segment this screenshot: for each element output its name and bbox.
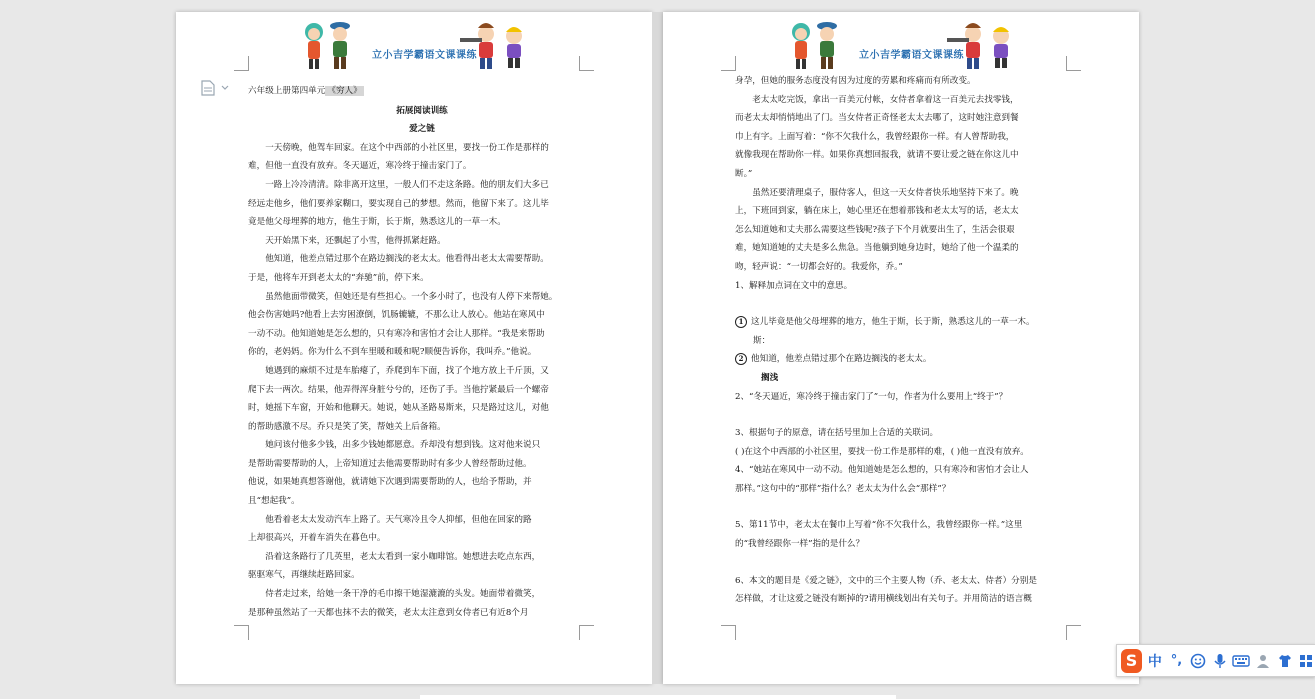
question-4-cont: 那样。”这句中的“那样”指什么？老太太为什么会“那样”？: [735, 483, 951, 494]
sogou-logo-icon[interactable]: S: [1121, 649, 1142, 673]
answer-space[interactable]: [735, 295, 1081, 313]
paragraph-line: 经远走他乡，他们要养家糊口，要实现自己的梦想。然而，他留下来了。这儿毕: [248, 198, 549, 209]
ime-mode-toggle[interactable]: 中: [1147, 653, 1162, 670]
question-6: 6、本文的题目是《爱之链》，文中的三个主要人物（乔、老太太、侍者）分别是: [735, 575, 1037, 586]
paragraph-line: 一路上冷冷清清。除非离开这里，一般人们不走这条路。他的朋友们大多已: [265, 179, 549, 190]
margin-mark-bottom-left: [721, 625, 736, 640]
paragraph-line: 他会伤害她吗?他看上去穷困潦倒，饥肠辘辘，不那么让人放心。他站在寒风中: [248, 310, 545, 321]
paragraph-line: 一动不动。他知道她是怎么想的，只有寒冷和害怕才会让人那样。“我是来帮助: [248, 328, 545, 339]
question-1a: [735, 313, 1081, 332]
margin-mark-top-left: [234, 56, 249, 71]
document-page-left[interactable]: [176, 12, 652, 684]
paragraph-line: 是帮助需要帮助的人，上帝知道过去他需要帮助时有多少人曾经帮助过他。: [248, 458, 532, 469]
question-2: 2、“冬天逼近，寒冷终于撞击家门了”一句，作者为什么要用上“终于”？: [735, 391, 1008, 402]
paragraph-line: 难，她知道她的丈夫是多么焦急。当他躺到她身边时，她给了他一个温柔的: [735, 243, 1019, 254]
paragraph-line: 驱驱寒气，再继续赶路回家。: [248, 570, 360, 581]
paragraph-line: 于是，他将车开到老太太的“奔驰”前，停下来。: [248, 272, 429, 283]
paragraph-line: 就像我现在帮助你一样。如果你真想回报我，就请不要让爱之链在你这儿中: [735, 150, 1019, 161]
question-4: 4、“她站在寒风中一动不动。他知道她是怎么想的，只有寒冷和害怕才会让人: [735, 465, 1029, 476]
unit-prefix: 六年级上册第四单元: [248, 86, 326, 96]
unit-title-highlight: 《穷人》: [327, 86, 362, 96]
left-page-body: [248, 82, 596, 622]
question-6-cont: 怎样做，才让这爱之链没有断掉的?请用横线划出有关句子。并用简洁的语言概: [735, 594, 1032, 605]
paragraph-line: 她遇到的麻烦不过是车胎瘪了，乔爬到车下面，找了个地方放上千斤顶，又: [265, 365, 549, 376]
right-page-body: [735, 72, 1081, 609]
circled-number-1: 1: [735, 316, 747, 328]
cartoon-children-icon: [787, 16, 1019, 72]
paragraph-line: 竟是他父母埋葬的地方，他生于斯，长于斯，熟悉这儿的一草一木。: [248, 217, 506, 228]
paragraph-line: 沿着这条路行了几英里，老太太看到一家小咖啡馆。她想进去吃点东西，: [265, 551, 541, 562]
paragraph-line: 老太太吃完饭，拿出一百美元付帐，女侍者拿着这一百美元去找零钱，: [752, 94, 1019, 105]
paragraph-line: 他看着老太太发动汽车上路了。天气寒冷且令人抑郁，但他在回家的路: [265, 514, 532, 525]
paragraph-line: 虽然他面带微笑，但她还是有些担心。一个多小时了，也没有人停下来帮她。: [265, 291, 558, 302]
paragraph-line: 断。”: [735, 168, 753, 179]
document-options-icon[interactable]: [200, 80, 234, 96]
skin-shirt-icon[interactable]: [1276, 650, 1294, 672]
paragraph-line: 的帮助感激不尽。乔只是笑了笑，帮她关上后备箱。: [248, 421, 446, 432]
ime-toolbar[interactable]: [1116, 644, 1315, 677]
keyboard-icon[interactable]: [1232, 650, 1250, 672]
question-1b-text: 他知道，他差点错过那个在路边搁浅的老太太。: [751, 354, 932, 365]
paragraph-line: 天开始黑下来，还飘起了小雪，他得抓紧赶路。: [265, 235, 446, 246]
paragraph-line: 身孕，但她的服务态度没有因为过度的劳累和疼痛而有所改变。: [735, 76, 976, 86]
answer-space[interactable]: [735, 554, 1081, 572]
answer-space[interactable]: [735, 498, 1081, 516]
emoji-icon[interactable]: [1189, 650, 1207, 672]
margin-mark-bottom-right: [579, 625, 594, 640]
paragraph-line: 上，下班回到家，躺在床上，她心里还在想着那钱和老太太写的话，老太太: [735, 206, 1019, 217]
paragraph-line: 虽然还要清理桌子，服侍客人，但这一天女侍者快乐地坚持下来了。晚: [752, 187, 1019, 198]
paragraph-line: 难，但他一直没有放弃。冬天逼近，寒冷终于撞击家门了。: [248, 161, 472, 172]
paragraph-line: 吻，轻声说：“一切都会好的。我爱你，乔。”: [735, 261, 903, 272]
question-3a[interactable]: ( )在这个中西部的小社区里，要找一份工作是那样的难，( )他一直没有放弃。: [735, 446, 1029, 457]
margin-mark-bottom-left: [234, 625, 249, 640]
paragraph-line: 怎么知道她和丈夫那么需要这些钱呢?孩子下个月就要出生了，生活会很艰: [735, 224, 1015, 235]
paragraph-line: 而老太太却悄悄地出了门。当女侍者正奇怪老太太去哪了，这时她注意到餐: [735, 113, 1019, 124]
paragraph-line: 巾上有字。上面写着：“你不欠我什么，我曾经跟你一样。有人曾帮助我，: [735, 131, 1015, 142]
question-3: 3、根据句子的原意，请在括号里加上合适的关联词。: [735, 428, 939, 439]
paragraph-line: 他说，如果她真想答谢他，就请她下次遇到需要帮助的人，也给予帮助，并: [248, 477, 532, 488]
question-1b-answer[interactable]: 搁浅: [761, 372, 779, 383]
cartoon-children-icon: [300, 16, 532, 72]
header-title: 立小吉学霸语文课课练: [372, 50, 477, 61]
paragraph-line: 爬下去一两次。结果，他弄得浑身脏兮兮的，还伤了手。当他拧紧最后一个螺帝: [248, 384, 549, 395]
document-page-right[interactable]: [663, 12, 1139, 684]
margin-mark-bottom-right: [1066, 625, 1081, 640]
paragraph-line: 他知道，他差点错过那个在路边搁浅的老太太。他看得出老太太需要帮助。: [265, 254, 549, 265]
paragraph-line: 且“想起我”。: [248, 496, 300, 507]
paragraph-line: 她问该付他多少钱，出多少钱她都愿意。乔却没有想到钱。这对他来说只: [265, 440, 541, 451]
user-account-icon[interactable]: [1254, 650, 1272, 672]
section-title: 拓展阅读训练: [396, 105, 448, 116]
margin-mark-top-left: [721, 56, 736, 71]
header-title: 立小吉学霸语文课课练: [859, 50, 964, 61]
microphone-icon[interactable]: [1211, 650, 1229, 672]
unit-heading: [248, 82, 596, 101]
circled-number-2: 2: [735, 353, 747, 365]
header-cartoon-banner: [787, 16, 1019, 72]
question-5-cont: 的“我曾经跟你一样”指的是什么？: [735, 539, 865, 550]
question-1b: [735, 350, 1081, 369]
margin-mark-top-right: [1066, 56, 1081, 71]
paragraph-line: 一天傍晚，他驾车回家。在这个中西部的小社区里，要找一份工作是那样的: [265, 142, 549, 153]
question-1: 1、解释加点词在文中的意思。: [735, 280, 853, 291]
story-title: 爱之链: [409, 124, 435, 135]
next-page-edge: [420, 695, 896, 699]
paragraph-line: 是那种虽然站了一天都也抹不去的微笑，老太太注意到女侍者已有近8个月: [248, 607, 529, 618]
margin-mark-top-right: [579, 56, 594, 71]
toolbox-grid-icon[interactable]: [1297, 650, 1315, 672]
paragraph-line: 侍者走过来，给她一条干净的毛巾擦干她湿漉漉的头发。她面带着微笑，: [265, 589, 541, 600]
question-5: 5、第11节中，老太太在餐巾上写着“你不欠我什么，我曾经跟你一样。”这里: [735, 520, 1023, 531]
punctuation-toggle[interactable]: °,: [1170, 653, 1183, 668]
question-1a-answer[interactable]: 斯：: [753, 335, 771, 346]
paragraph-line: 时，她摇下车窗，开始和他聊天。她说，她从圣路易斯来，只是路过这儿，对他: [248, 403, 549, 414]
question-1a-text: 这儿毕竟是他父母埋葬的地方，他生于斯，长于斯，熟悉这儿的一草一木。: [751, 317, 1035, 328]
paragraph-line: 你的，老妈妈。你为什么不到车里暖和暖和呢?顺便告诉你，我叫乔。”他说。: [248, 347, 537, 358]
paragraph-line: 上却很高兴，开着车消失在暮色中。: [248, 533, 386, 544]
answer-space[interactable]: [735, 406, 1081, 424]
header-cartoon-banner: [300, 16, 532, 72]
page-separator: [652, 12, 663, 684]
